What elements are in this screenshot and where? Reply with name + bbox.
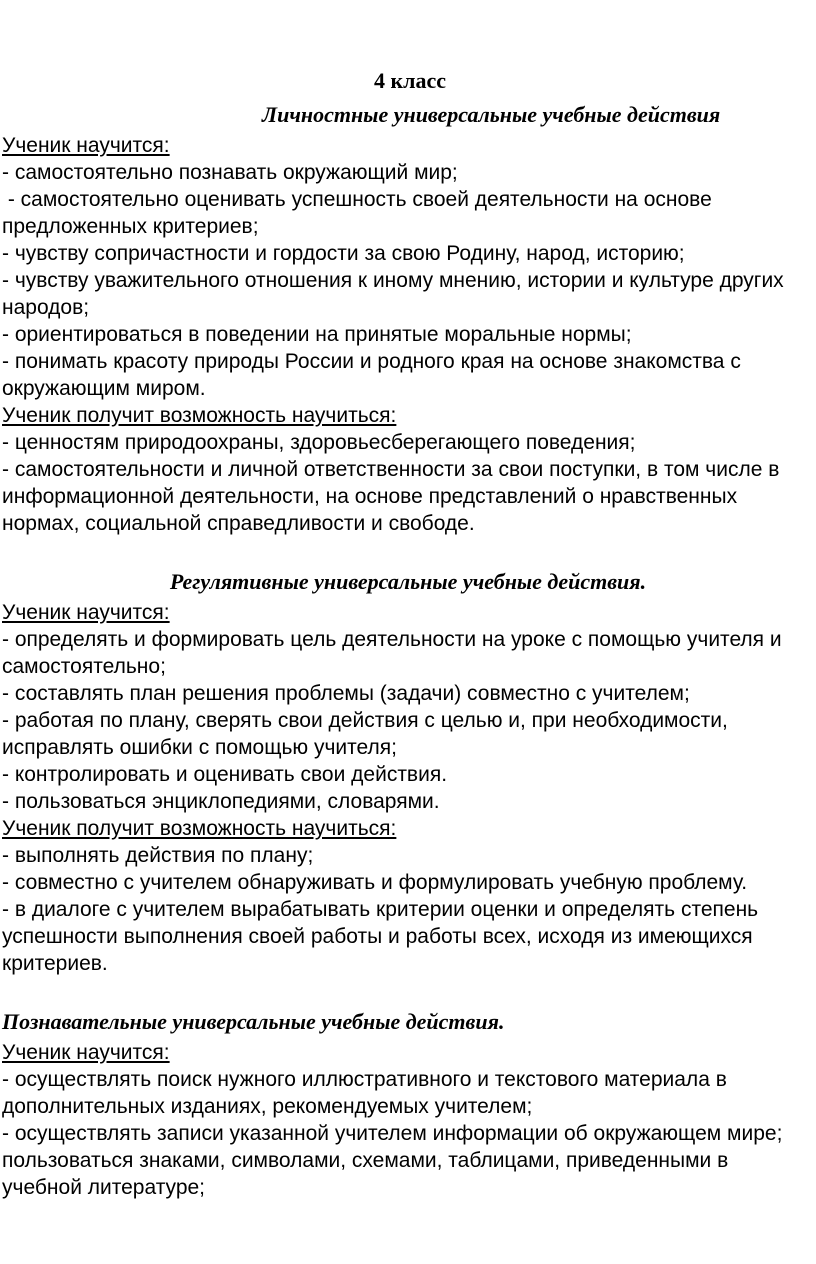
list-item: - чувству сопричастности и гордости за свою Родину, народ, историю; (2, 242, 685, 265)
group-heading: Ученик получит возможность научиться: (2, 817, 397, 840)
list-item: - чувству уважительного отношения к иному мнению, истории и культуре других народов; (2, 269, 784, 319)
section-body-cognitive (0, 1039, 802, 1201)
list-item: - определять и формировать цель деятельности на уроке с помощью учителя и самостоятельно; (2, 628, 782, 678)
list-item: - самостоятельности и личной ответственности за свои поступки, в том числе в информационной деятельности, на основе представлений о нравственных нормах, социальной справедливости и свободе. (2, 458, 780, 535)
list-item: - совместно с учителем обнаруживать и формулировать учебную проблему. (2, 871, 748, 894)
list-item: - осуществлять записи указанной учителем информации об окружающем мире; (2, 1122, 783, 1145)
section-title-personal: Личностные универсальные учебные действия (262, 102, 721, 127)
spacer (0, 977, 816, 1005)
list-item: - выполнять действия по плану; (2, 844, 314, 867)
section-body-regulatory (0, 599, 802, 977)
grade-heading: 4 класс (373, 68, 447, 93)
section-title-regulatory: Регулятивные универсальные учебные действия. (169, 569, 647, 594)
list-item: - работая по плану, сверять свои действия с целью и, при необходимости, исправлять ошибки с помощью учителя; (2, 709, 728, 759)
list-item: - самостоятельно оценивать успешность своей деятельности на основе предложенных критериев; (2, 188, 718, 238)
list-item: - составлять план решения проблемы (задачи) совместно с учителем; (2, 682, 690, 705)
list-item: пользоваться знаками, символами, схемами, таблицами, приведенными в учебной литературе; (2, 1149, 729, 1199)
document-page (0, 64, 816, 1201)
list-item: - ориентироваться в поведении на принятые моральные нормы; (2, 323, 632, 346)
group-heading: Ученик научится: (2, 134, 170, 157)
spacer (0, 537, 816, 565)
list-item: - понимать красоту природы России и родного края на основе знакомства с окружающим миром. (2, 350, 741, 400)
group-heading: Ученик получит возможность научиться: (2, 404, 397, 427)
list-item: - пользоваться энциклопедиями, словарями. (2, 790, 440, 813)
list-item: - самостоятельно познавать окружающий мир; (2, 161, 458, 184)
list-item: - осуществлять поиск нужного иллюстративного и текстового материала в дополнительных изданиях, рекомендуемых учителем; (2, 1068, 727, 1118)
list-item: - контролировать и оценивать свои действия. (2, 763, 448, 786)
group-heading: Ученик научится: (2, 1041, 170, 1064)
section-title-cognitive: Познавательные универсальные учебные действия. (2, 1009, 505, 1034)
list-item: - в диалоге с учителем вырабатывать критерии оценки и определять степень успешности выполнения своей работы и работы всех, исходя из имеющихся критериев. (2, 898, 759, 975)
group-heading: Ученик научится: (2, 601, 170, 624)
section-body-personal (0, 132, 802, 537)
list-item: - ценностям природоохраны, здоровьесберегающего поведения; (2, 431, 636, 454)
